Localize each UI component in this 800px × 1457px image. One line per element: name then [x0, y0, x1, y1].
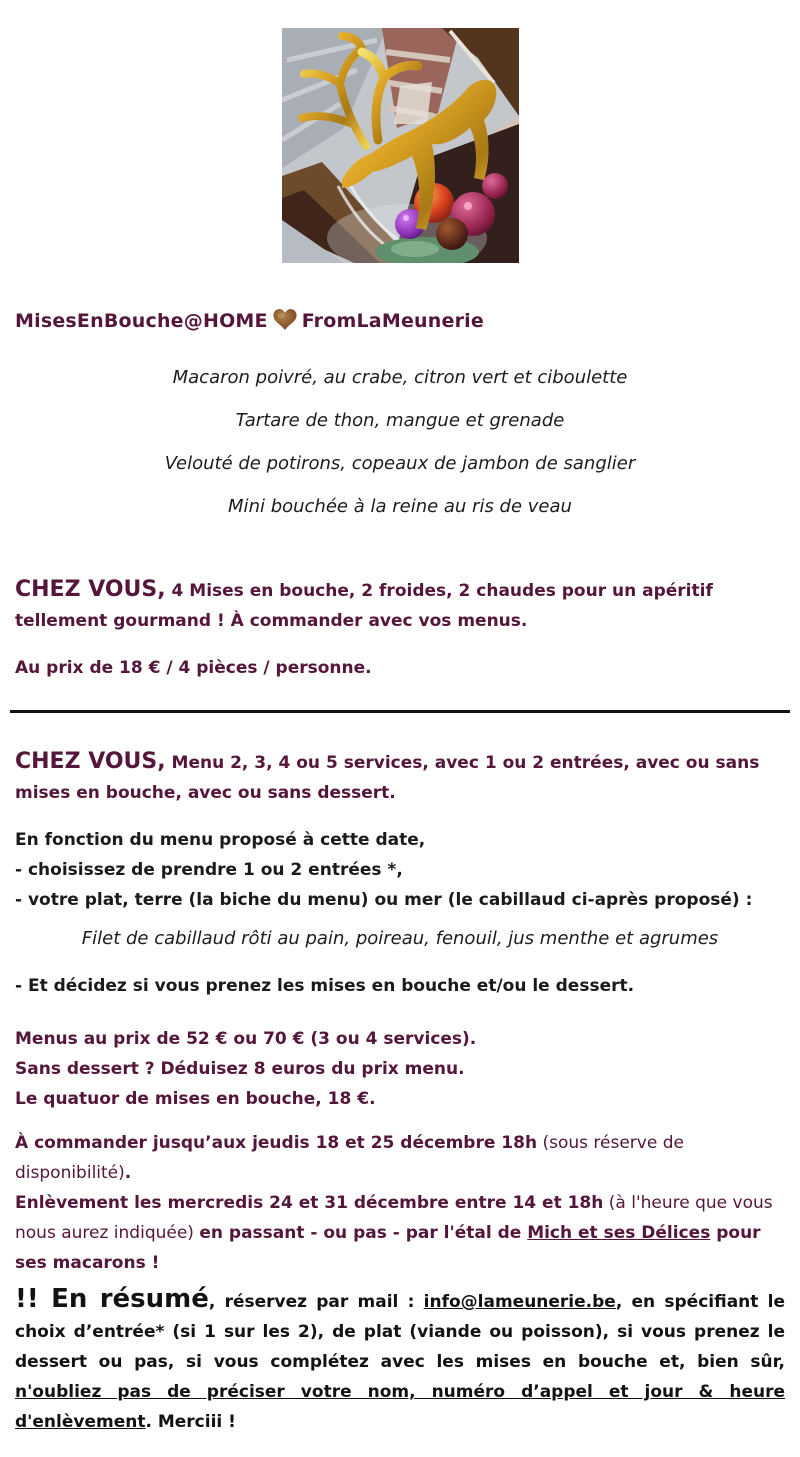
menu-item-macaron: Macaron poivré, au crabe, citron vert et ciboulette [172, 367, 628, 388]
instructions-line-2: - choisissez de prendre 1 ou 2 entrées *, [15, 860, 403, 880]
pickup-note: (à l'heure que vous nous aurez indiquée) [15, 1193, 773, 1243]
menu-item-veloute: Velouté de potirons, copeaux de jambon de sanglier [164, 453, 636, 474]
summary-lead: !! En résumé [15, 1284, 209, 1314]
summary-text-1: , réservez par mail : [208, 1292, 424, 1312]
price-quatuor: Le quatuor de mises en bouche, 18 €. [15, 1089, 376, 1109]
apero-lead: CHEZ VOUS, [15, 577, 166, 602]
prices-block [15, 1024, 785, 1114]
apero-offer-paragraph [15, 575, 785, 636]
menu-item-tartare: Tartare de thon, mangue et grenade [235, 410, 565, 431]
order-deadline-note: (sous réserve de disponibilité) [15, 1133, 684, 1183]
summary-underlined-reminder: n'oubliez pas de préciser votre nom, numéro d’appel et jour & heure d'enlèvement [15, 1382, 785, 1432]
ordering-block [15, 1128, 785, 1278]
price-menus: Menus au prix de 52 € ou 70 € (3 ou 4 services). [15, 1029, 477, 1049]
summary-paragraph [15, 1284, 785, 1437]
decide-line: - Et décidez si vous prenez les mises en bouche et/ou le dessert. [15, 976, 635, 996]
page-title [15, 309, 785, 332]
brown-heart-icon [273, 309, 297, 330]
summary-text-3: . Merciii ! [145, 1412, 236, 1432]
title-part1: MisesEnBouche@HOME [15, 310, 268, 332]
reindeer-photo-illustration [282, 28, 519, 263]
order-deadline-paragraph [15, 1128, 785, 1188]
menu-offer-text: Menu 2, 3, 4 ou 5 services, avec 1 ou 2 entrées, avec ou sans mises en bouche, avec ou sans dessert. [15, 753, 760, 803]
menu-offer-paragraph [15, 747, 785, 808]
hero-photo-reindeer [282, 28, 519, 263]
menu-offer-lead: CHEZ VOUS, [15, 749, 166, 774]
instructions-line-3: - votre plat, terre (la biche du menu) ou mer (le cabillaud ci-après proposé) : [15, 890, 753, 910]
pickup-paragraph [15, 1188, 785, 1278]
mich-et-ses-delices-link[interactable]: Mich et ses Délices [527, 1223, 711, 1243]
pickup-bold-3: pour ses macarons ! [15, 1223, 761, 1273]
order-deadline-period: . [124, 1163, 132, 1183]
instructions-line-1: En fonction du menu proposé à cette date, [15, 830, 426, 850]
apero-price-line: Au prix de 18 € / 4 pièces / personne. [15, 658, 372, 678]
summary-text-2: , en spécifiant le choix d’entrée* (si 1 sur les 2), de plat (viande ou poisson), si vous prenez le dessert ou pas, si vous complétez avec les mises en bouche et, bien sûr, [15, 1292, 785, 1372]
instructions-block [15, 825, 785, 915]
email-link[interactable]: info@lameunerie.be [423, 1292, 616, 1312]
menu-item-bouchee: Mini bouchée à la reine au ris de veau [228, 496, 572, 517]
apero-text: 4 Mises en bouche, 2 froides, 2 chaudes pour un apéritif tellement gourmand ! À commander avec vos menus. [15, 581, 713, 631]
pickup-bold-1: Enlèvement les mercredis 24 et 31 décembre entre 14 et 18h [15, 1193, 604, 1213]
pickup-bold-2: en passant - ou pas - par l'étal de [199, 1223, 528, 1243]
order-deadline-bold: À commander jusqu’aux jeudis 18 et 25 décembre 18h [15, 1133, 538, 1153]
title-part2: FromLaMeunerie [301, 310, 484, 332]
fish-dish-line: Filet de cabillaud rôti au pain, poireau, fenouil, jus menthe et agrumes [81, 928, 719, 949]
section-divider [10, 710, 790, 713]
price-no-dessert: Sans dessert ? Déduisez 8 euros du prix menu. [15, 1059, 465, 1079]
mises-en-bouche-list [15, 368, 785, 517]
